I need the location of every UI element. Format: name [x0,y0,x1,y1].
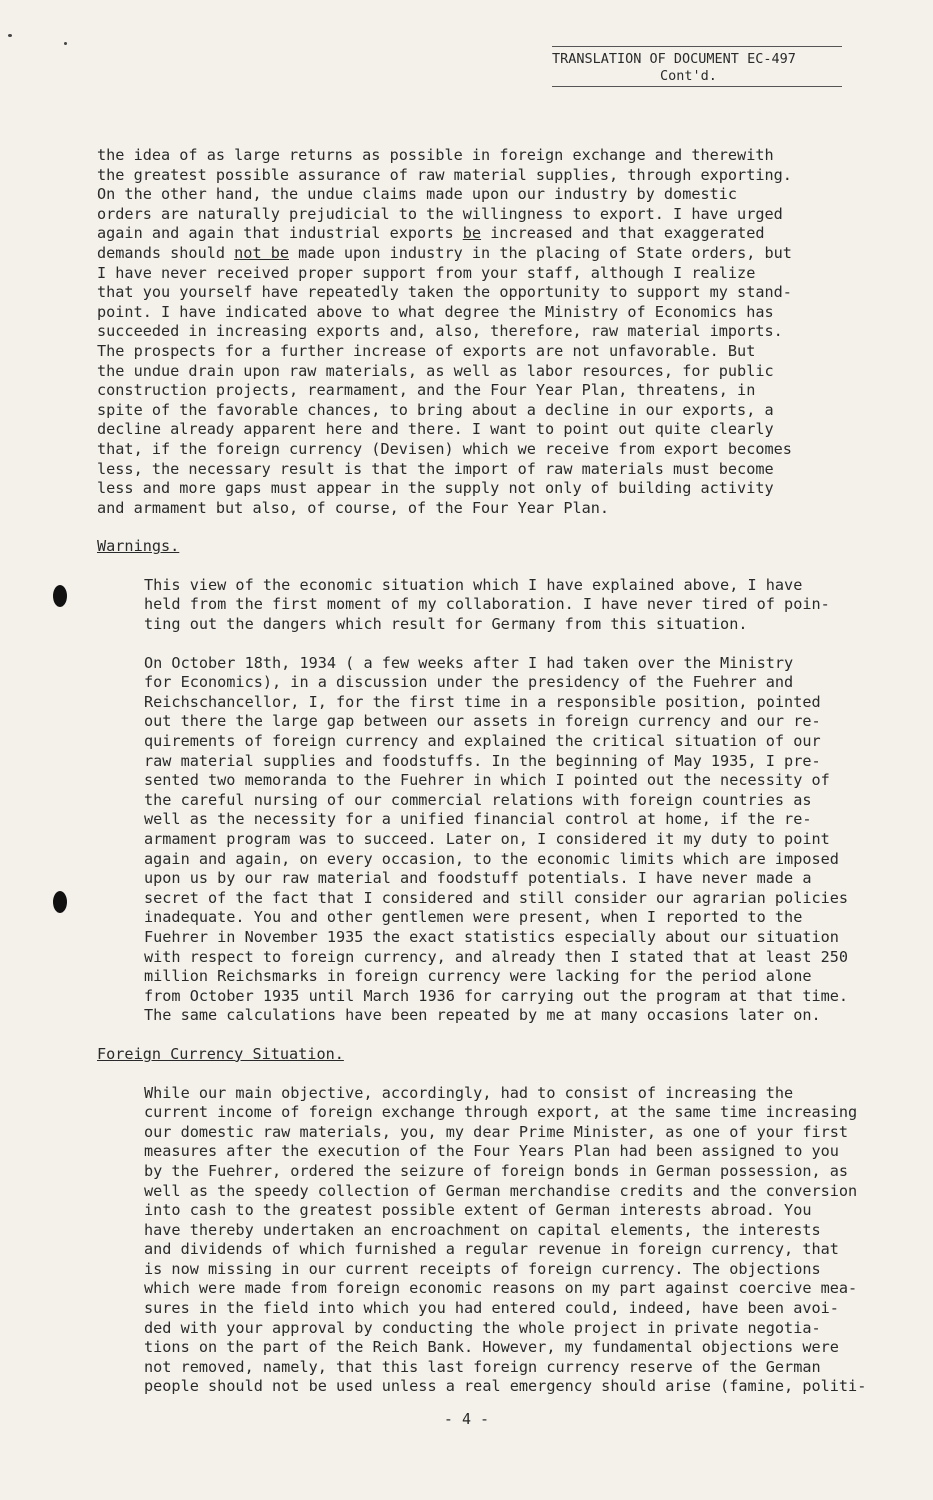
paragraph-gap [97,1026,839,1045]
text-line: decline already apparent here and there. I want to point out quite clearly [97,420,774,439]
text-line: point. I have indicated above to what degree the Ministry of Economics has [97,302,774,321]
header-title: TRANSLATION OF DOCUMENT EC-497 [552,51,796,67]
body-paragraph [97,576,839,635]
punch-hole [53,585,67,607]
text-line: out there the large gap between our assets in foreign currency and our re- [144,712,821,731]
text-line: sented two memoranda to the Fuehrer in which I pointed out the necessity of [144,771,830,790]
text-line: that, if the foreign currency (Devisen) which we receive from export becomes [97,439,792,458]
text-line: the undue drain upon raw materials, as well as labor resources, for public [97,361,774,380]
paragraph-gap [97,635,839,654]
document-body [97,146,867,1397]
text-line: I have never received proper support from your staff, although I realize [97,263,756,282]
document-header [552,46,842,87]
text-line: measures after the execution of the Four Years Plan had been assigned to you [144,1142,839,1161]
text-line: have thereby undertaken an encroachment on capital elements, the interests [144,1220,821,1239]
text-line: demands should not be made upon industry in the placing of State orders, but [97,243,792,262]
text-line: tions on the part of the Reich Bank. However, my fundamental objections were [144,1338,839,1357]
text-line: for Economics), in a discussion under the presidency of the Fuehrer and [144,673,794,692]
text-line: our domestic raw materials, you, my dear Prime Minister, as one of your first [144,1122,849,1141]
text-line: This view of the economic situation which I have explained above, I have [144,575,803,594]
text-line: spite of the favorable chances, to bring about a decline in our exports, a [97,400,774,419]
text-line: not removed, namely, that this last foreign currency reserve of the German [144,1357,821,1376]
page-number: - 4 - [443,1410,490,1428]
text-line: well as the speedy collection of German merchandise credits and the conversion [144,1181,858,1200]
text-line: While our main objective, accordingly, had to consist of increasing the [144,1083,794,1102]
text-line: the idea of as large returns as possible in foreign exchange and therewith [97,146,774,164]
body-paragraph [97,146,839,518]
text-line: secret of the fact that I considered and still consider our agrarian policies [144,888,849,907]
text-line: the greatest possible assurance of raw material supplies, through exporting. [97,165,792,184]
section-heading: Foreign Currency Situation. [97,1044,344,1063]
text-line: the careful nursing of our commercial relations with foreign countries as [144,790,812,809]
header-rule-bottom [552,86,842,87]
text-line: that you yourself have repeatedly taken the opportunity to support my stand- [97,283,792,302]
text-line: armament program was to succeed. Later on, I considered it my duty to point [144,830,830,848]
text-line: and armament but also, of course, of the Four Year Plan. [97,498,610,517]
text-line: ded with your approval by conducting the whole project in private negotia- [144,1318,821,1337]
text-line: is now missing in our current receipts of foreign currency. The objections [144,1259,821,1278]
header-subtitle: Cont'd. [660,68,717,84]
text-line: which were made from foreign economic reasons on my part against coercive mea- [144,1279,858,1298]
margin-mark [8,34,12,37]
text-line: by the Fuehrer, ordered the seizure of foreign bonds in German possession, as [144,1161,849,1180]
text-line: less, the necessary result is that the import of raw materials must become [97,459,774,478]
text-line: people should not be used unless a real emergency should arise (famine, politi- [144,1377,867,1396]
section-heading: Warnings. [97,537,180,556]
text-line: succeeded in increasing exports and, also, therefore, raw material imports. [97,322,783,341]
text-line: ting out the dangers which result for Germany from this situation. [144,615,748,634]
text-line: held from the first moment of my collaboration. I have never tired of poin- [144,595,830,614]
paragraph-gap [97,1065,839,1084]
text-line: again and again, on every occasion, to the economic limits which are imposed [144,849,839,868]
text-line: raw material supplies and foodstuffs. In the beginning of May 1935, I pre- [144,751,821,770]
text-line: orders are naturally prejudicial to the willingness to export. I have urged [97,204,783,223]
paragraph-gap [97,557,839,576]
text-line: inadequate. You and other gentlemen were present, when I reported to the [144,908,803,927]
text-line: again and again that industrial exports be increased and that exaggerated [97,224,765,243]
punch-hole [53,891,67,913]
text-line: The same calculations have been repeated by me at many occasions later on. [144,1006,821,1025]
text-line: Reichschancellor, I, for the first time in a responsible position, pointed [144,692,821,711]
text-line: On October 18th, 1934 ( a few weeks after I had taken over the Ministry [144,653,794,672]
text-line: million Reichsmarks in foreign currency were lacking for the period alone [144,967,812,986]
text-line: The prospects for a further increase of exports are not unfavorable. But [97,341,756,360]
text-line: and dividends of which furnished a regular revenue in foreign currency, that [144,1240,839,1259]
text-line: less and more gaps must appear in the supply not only of building activity [97,479,774,498]
text-line: On the other hand, the undue claims made upon our industry by domestic [97,185,738,204]
text-line: from October 1935 until March 1936 for carrying out the program at that time. [144,986,849,1005]
paragraph-gap [97,518,839,537]
text-line: into cash to the greatest possible extent of German interests abroad. You [144,1201,812,1220]
text-line: upon us by our raw material and foodstuff potentials. I have never made a [144,869,812,888]
text-line: sures in the field into which you had entered could, indeed, have been avoi- [144,1299,839,1318]
text-line: well as the necessity for a unified financial control at home, if the re- [144,810,812,829]
body-paragraph [97,1083,867,1398]
text-line: quirements of foreign currency and explained the critical situation of our [144,732,821,751]
margin-mark [64,42,67,45]
text-line: with respect to foreign currency, and already then I stated that at least 250 [144,947,849,966]
text-line: construction projects, rearmament, and the Four Year Plan, threatens, in [97,381,756,400]
text-line: Fuehrer in November 1935 the exact statistics especially about our situation [144,927,839,946]
text-line: current income of foreign exchange through export, at the same time increasing [144,1103,858,1122]
body-paragraph [97,653,849,1026]
